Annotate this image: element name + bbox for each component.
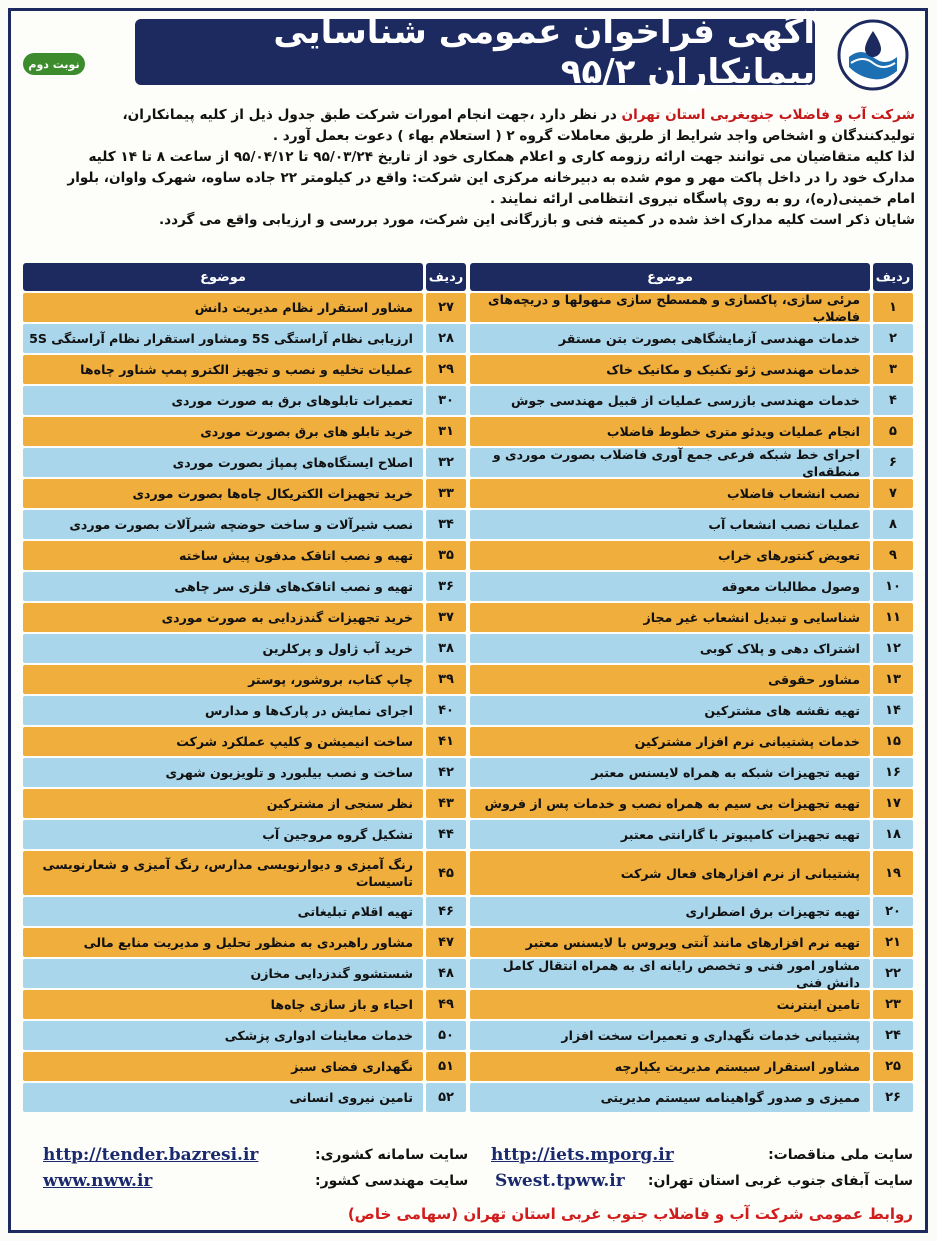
intro-line-6: شایان ذکر است کلیه مدارک اخذ شده در کمیته فنی و بازرگانی این شرکت، مورد بررسی و ارزیابی واقع می گردد. [158,212,915,228]
row-subject: مرئی سازی، پاکسازی و همسطح سازی منهولها و دریچه‌های فاضلاب [470,293,870,322]
row-subject: خدمات معاینات ادواری پزشکی [23,1021,423,1050]
table-row [23,510,466,539]
header-subject: موضوع [23,263,423,291]
row-subject: خرید تجهیزات گندزدایی به صورت موردی [23,603,423,632]
row-subject: تهیه نرم افزارهای مانند آنتی ویروس با لایسنس معتبر [470,928,870,957]
table-row [23,820,466,849]
row-subject: خرید تابلو های برق بصورت موردی [23,417,423,446]
footer-links [23,1145,913,1195]
table-row [470,897,913,926]
table-row [23,1052,466,1081]
row-subject: تهیه اقلام تبلیغاتی [23,897,423,926]
row-number: ۱۸ [873,820,913,849]
row-subject: احیاء و باز سازی چاه‌ها [23,990,423,1019]
header-row-number: ردیف [873,263,913,291]
row-number: ۳۷ [426,603,466,632]
row-subject: خرید آب ژاول و پرکلرین [23,634,423,663]
table-row [470,541,913,570]
row-number: ۲۵ [873,1052,913,1081]
row-subject: تهیه تجهیزات برق اضطراری [470,897,870,926]
intro-line-4: مدارک خود را در داخل پاکت مهر و موم شده به دبیرخانه مرکزی این شرکت: واقع در کیلومتر ۲۲ جاده ساوه، شهرک واوان، بلوار [67,170,915,186]
row-subject: مشاور حقوقی [470,665,870,694]
row-subject: خدمات پشتیبانی نرم افزار مشترکین [470,727,870,756]
label-national-eng: سایت مهندسی کشور: [315,1173,469,1189]
row-subject: تهیه تجهیزات شبکه به همراه لایسنس معتبر [470,758,870,787]
row-subject: ممیزی و صدور گواهینامه سیستم مدیریتی [470,1083,870,1112]
row-number: ۱۲ [873,634,913,663]
table-row [470,479,913,508]
label-national-system: سایت سامانه کشوری: [315,1147,469,1163]
row-number: ۴۲ [426,758,466,787]
row-number: ۴ [873,386,913,415]
table-row [470,355,913,384]
table-row [23,897,466,926]
row-number: ۳۴ [426,510,466,539]
row-number: ۵۰ [426,1021,466,1050]
row-number: ۱۰ [873,572,913,601]
row-number: ۲۶ [873,1083,913,1112]
row-number: ۲۰ [873,897,913,926]
row-subject: تعویض کنتورهای خراب [470,541,870,570]
row-subject: انجام عملیات ویدئو متری خطوط فاضلاب [470,417,870,446]
table-row [23,851,466,895]
row-number: ۴۹ [426,990,466,1019]
row-number: ۳۱ [426,417,466,446]
table-row [470,634,913,663]
row-number: ۵۱ [426,1052,466,1081]
row-subject: خدمات مهندسی ژئو تکنیک و مکانیک خاک [470,355,870,384]
row-subject: اشتراک دهی و پلاک کوبی [470,634,870,663]
row-number: ۴۳ [426,789,466,818]
row-subject: تشکیل گروه مروجین آب [23,820,423,849]
table-row [23,1083,466,1112]
row-subject: شناسایی و تبدیل انشعاب غیر مجاز [470,603,870,632]
row-number: ۱۴ [873,696,913,725]
row-subject: مشاور امور فنی و تخصص رایانه ای به همراه انتقال کامل دانش فنی [470,959,870,988]
header-subject: موضوع [470,263,870,291]
row-number: ۴۸ [426,959,466,988]
row-number: ۹ [873,541,913,570]
row-number: ۴۱ [426,727,466,756]
row-subject: پشتیبانی خدمات نگهداری و تعمیرات سخت افزار [470,1021,870,1050]
row-number: ۱۷ [873,789,913,818]
row-subject: مشاور استقرار سیستم مدیریت یکپارچه [470,1052,870,1081]
row-subject: نگهداری فضای سبز [23,1052,423,1081]
table-row [470,665,913,694]
row-number: ۵۲ [426,1083,466,1112]
row-subject: اصلاح ایستگاه‌های پمپاژ بصورت موردی [23,448,423,477]
row-number: ۳ [873,355,913,384]
header-row-number: ردیف [426,263,466,291]
table-header-left [23,263,466,291]
row-subject: اجرای خط شبکه فرعی جمع آوری فاضلاب بصورت موردی و منطقه‌ای [470,448,870,477]
table-right-column [470,263,913,1135]
intro-line-2: تولیدکنندگان و اشخاص واجد شرایط از طریق معاملات گروه ۲ ( استعلام بهاء ) دعوت بعمل آورد . [272,128,915,144]
table-row [470,789,913,818]
row-subject: تهیه و نصب اتاقک‌های فلزی سر چاهی [23,572,423,601]
row-subject: مشاور استقرار نظام مدیریت دانش [23,293,423,322]
public-relations-signature: روابط عمومی شرکت آب و فاضلاب جنوب غربی استان تهران (سهامی خاص) [347,1205,913,1223]
label-abfa-sw: سایت آبفای جنوب غربی استان تهران: [647,1173,913,1189]
row-number: ۲۷ [426,293,466,322]
row-number: ۳۹ [426,665,466,694]
row-subject: نظر سنجی از مشترکین [23,789,423,818]
table-row [23,634,466,663]
table-row [470,1052,913,1081]
table-row [23,324,466,353]
row-number: ۳۲ [426,448,466,477]
row-subject: خدمات مهندسی بازرسی عملیات از قبیل مهندسی جوش [470,386,870,415]
row-subject: پشتیبانی از نرم افزارهای فعال شرکت [470,851,870,895]
table-row [470,417,913,446]
table-left-column [23,263,466,1135]
row-subject: تهیه و نصب اتاقک مدفون پیش ساخته [23,541,423,570]
row-subject: تهیه تجهیزات کامپیوتر با گارانتی معتبر [470,820,870,849]
subjects-table [23,263,913,1135]
table-row [470,572,913,601]
row-number: ۴۵ [426,851,466,895]
row-number: ۳۰ [426,386,466,415]
header [11,11,925,99]
table-row [470,959,913,988]
row-subject: تامین اینترنت [470,990,870,1019]
row-number: ۳۶ [426,572,466,601]
table-row [470,386,913,415]
row-subject: خرید تجهیزات الکتریکال چاه‌ها بصورت موردی [23,479,423,508]
table-row [470,928,913,957]
row-subject: وصول مطالبات معوقه [470,572,870,601]
row-number: ۳۸ [426,634,466,663]
link-national-system[interactable]: http://tender.bazresi.ir [43,1145,259,1165]
row-subject: نصب شیرآلات و ساخت حوضچه شیرآلات بصورت موردی [23,510,423,539]
link-abfa-sw[interactable]: Swest.tpww.ir [495,1171,625,1191]
row-subject: شستشوو گندزدایی مخازن [23,959,423,988]
link-national-eng[interactable]: www.nww.ir [43,1171,153,1191]
row-subject: ساخت انیمیشن و کلیپ عملکرد شرکت [23,727,423,756]
table-row [23,727,466,756]
row-number: ۲ [873,324,913,353]
row-number: ۲۹ [426,355,466,384]
row-number: ۱۱ [873,603,913,632]
table-row [23,572,466,601]
row-subject: مشاور راهبردی به منظور تحلیل و مدیریت منابع مالی [23,928,423,957]
intro-line-3: لذا کلیه متقاضیان می توانند جهت ارائه رزومه کاری و اعلام همکاری خود از تاریخ ۹۵/۰۳/۲۴ تا ۹۵/۰۴/۱۲ از ساعت ۸ تا ۱۴ کلیه [88,149,915,165]
row-number: ۱۳ [873,665,913,694]
table-row [23,959,466,988]
table-row [23,665,466,694]
row-number: ۲۴ [873,1021,913,1050]
table-row [470,696,913,725]
intro-line-1: شرکت آب و فاضلاب جنوبغربی استان تهران در نظر دارد ،جهت انجام امورات شرکت طبق جدول ذیل از کلیه پیمانکاران، [122,107,915,123]
row-number: ۵ [873,417,913,446]
table-row [23,758,466,787]
table-row [23,603,466,632]
row-number: ۳۳ [426,479,466,508]
water-company-logo-icon [835,17,911,93]
row-subject: عملیات تخلیه و نصب و تجهیز الکترو پمپ شناور چاه‌ها [23,355,423,384]
row-number: ۳۵ [426,541,466,570]
intro-text [25,105,915,231]
table-row [23,928,466,957]
row-subject: عملیات نصب انشعاب آب [470,510,870,539]
table-row [23,386,466,415]
row-subject: تامین نیروی انسانی [23,1083,423,1112]
table-row [470,1021,913,1050]
company-name: شرکت آب و فاضلاب جنوبغربی استان تهران [621,107,915,123]
row-number: ۷ [873,479,913,508]
table-row [23,448,466,477]
row-number: ۶ [873,448,913,477]
row-number: ۴۷ [426,928,466,957]
row-number: ۱۶ [873,758,913,787]
label-national-tenders: سایت ملی مناقصات: [768,1147,913,1163]
row-number: ۲۸ [426,324,466,353]
table-row [23,789,466,818]
row-subject: تعمیرات تابلوهای برق به صورت موردی [23,386,423,415]
row-number: ۴۶ [426,897,466,926]
row-subject: تهیه نقشه های مشترکین [470,696,870,725]
link-national-tenders[interactable]: http://iets.mporg.ir [491,1145,674,1165]
table-row [470,448,913,477]
table-row [23,696,466,725]
row-subject: رنگ آمیزی و دیوارنویسی مدارس، رنگ آمیزی و شعارنویسی تاسیسات [23,851,423,895]
row-subject: چاپ کتاب، بروشور، پوستر [23,665,423,694]
table-row [470,603,913,632]
table-row [470,510,913,539]
row-subject: خدمات مهندسی آزمایشگاهی بصورت بتن مستقر [470,324,870,353]
row-number: ۸ [873,510,913,539]
intro-line-5: امام خمینی(ره)، رو به روی پاسگاه نیروی انتظامی ارائه نمایند . [490,191,915,207]
row-subject: تهیه تجهیزات بی سیم به همراه نصب و خدمات پس از فروش [470,789,870,818]
table-row [470,851,913,895]
second-notice-badge: نوبت دوم [23,53,85,75]
row-number: ۱۵ [873,727,913,756]
row-number: ۴۰ [426,696,466,725]
row-number: ۴۴ [426,820,466,849]
table-row [470,990,913,1019]
table-row [23,1021,466,1050]
table-row [470,727,913,756]
row-subject: اجرای نمایش در پارک‌ها و مدارس [23,696,423,725]
advertisement-page [8,8,928,1233]
table-header-right [470,263,913,291]
table-row [470,758,913,787]
row-number: ۲۳ [873,990,913,1019]
row-number: ۲۱ [873,928,913,957]
table-row [470,324,913,353]
table-row [470,1083,913,1112]
table-row [23,541,466,570]
page-title: آگهی فراخوان عمومی شناسایی پیمانکاران ۹۵/۲ [135,19,815,85]
table-row [23,293,466,322]
table-row [23,479,466,508]
table-row [470,820,913,849]
row-subject: نصب انشعاب فاضلاب [470,479,870,508]
table-row [23,990,466,1019]
row-number: ۱۹ [873,851,913,895]
row-subject: ساخت و نصب بیلبورد و تلویزیون شهری [23,758,423,787]
row-number: ۲۲ [873,959,913,988]
row-number: ۱ [873,293,913,322]
table-row [470,293,913,322]
table-row [23,417,466,446]
table-row [23,355,466,384]
row-subject: ارزیابی نظام آراستگی 5S ومشاور استقرار نظام آراستگی 5S [23,324,423,353]
